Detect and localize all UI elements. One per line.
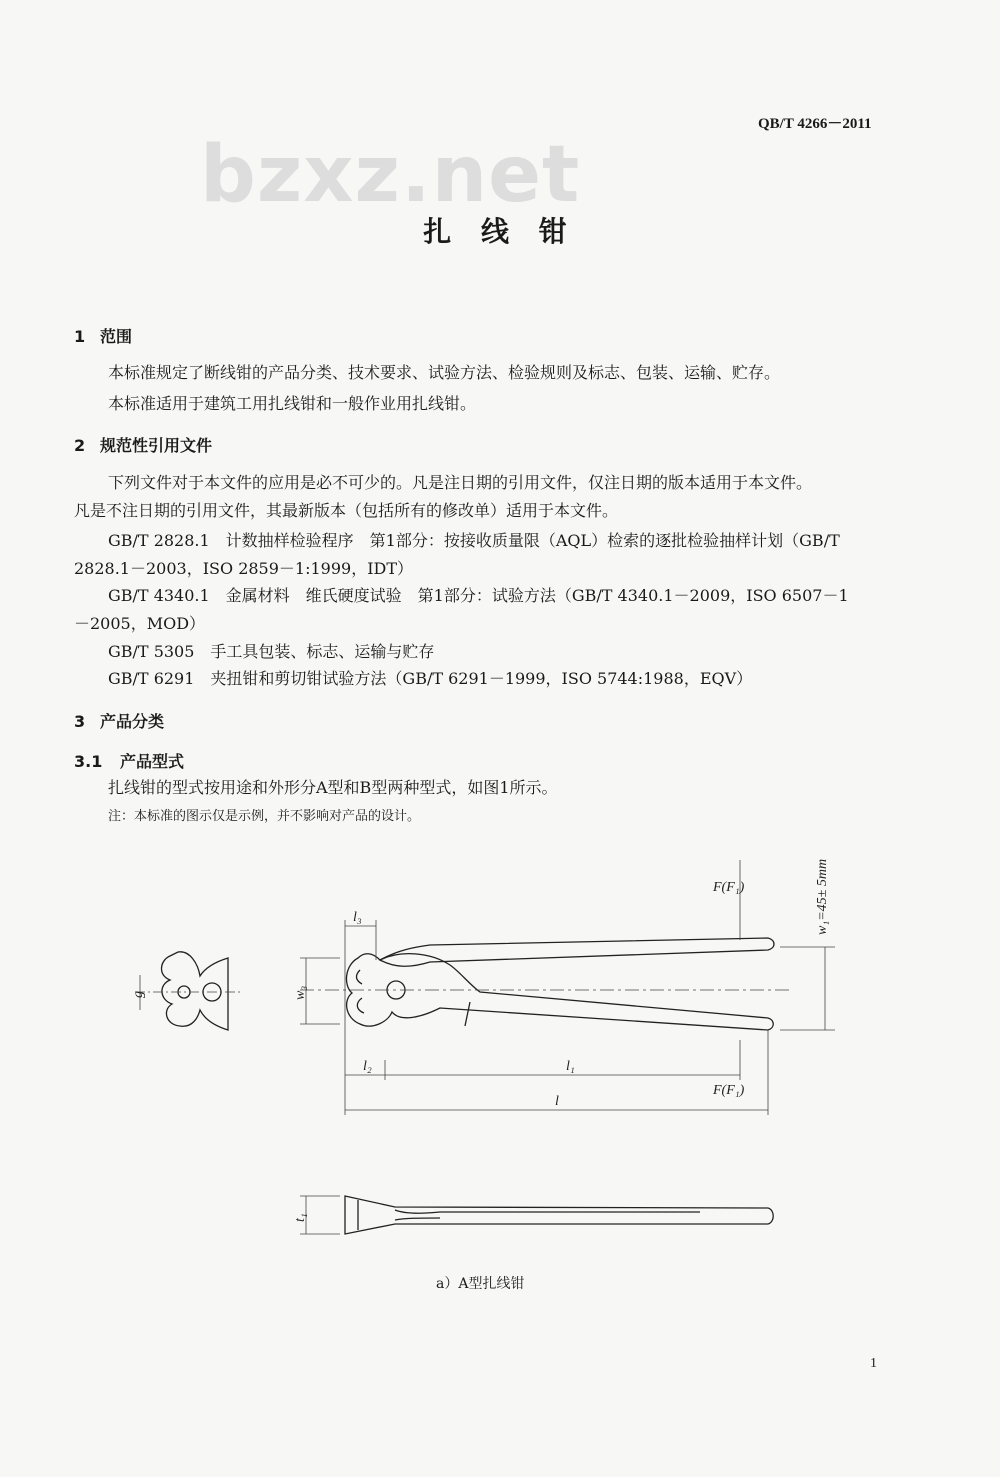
- pliers-thickness-view: [345, 1196, 773, 1234]
- section-1-title: 范围: [100, 327, 133, 346]
- section-1-para-1: 本标准规定了断线钳的产品分类、技术要求、试验方法、检验规则及标志、包装、运输、贮存。: [108, 363, 781, 382]
- standard-code: QB/T 4266－2011: [758, 116, 872, 132]
- force-label-bottom: F(F₁): [713, 1083, 745, 1098]
- force-label-top: F(F₁): [713, 880, 745, 895]
- reference-gbt5305: GB/T 5305 手工具包装、标志、运输与贮存: [108, 642, 435, 661]
- page-number: 1: [870, 1356, 877, 1371]
- l3-dimension-label: l₃: [353, 910, 362, 925]
- jaw-side-view: [162, 952, 229, 1030]
- pliers-body: [346, 938, 774, 1030]
- design-note: 注：本标准的图示仅是示例，并不影响对产品的设计。: [108, 809, 421, 824]
- figure-caption: a）A型扎线钳: [436, 1276, 525, 1292]
- section-2-number: 2: [74, 436, 86, 455]
- subsection-3-1-text: 扎线钳的型式按用途和外形分A型和B型两种型式，如图1所示。: [108, 778, 558, 797]
- section-3-number: 3: [74, 712, 86, 731]
- page-title: 扎 线 钳: [423, 215, 577, 248]
- w1-dimension-label: w₁=45± 5mm: [815, 858, 830, 935]
- reference-gbt2828-line-1: GB/T 2828.1 计数抽样检验程序 第1部分：按接收质量限（AQL）检索的逐批检验抽样计划（GB/T: [108, 531, 840, 550]
- section-2-intro-line-1: 下列文件对于本文件的应用是必不可少的。凡是注日期的引用文件，仅注日期的版本适用于本文件。: [108, 473, 813, 492]
- reference-gbt6291: GB/T 6291 夹扭钳和剪切钳试验方法（GB/T 6291－1999，ISO 5744:1988，EQV）: [108, 669, 753, 688]
- section-3-title: 产品分类: [100, 712, 165, 731]
- section-2-intro-line-2: 凡是不注日期的引用文件，其最新版本（包括所有的修改单）适用于本文件。: [74, 501, 619, 520]
- reference-gbt4340-line-2: －2005，MOD）: [74, 614, 206, 633]
- section-1-number: 1: [74, 327, 86, 346]
- l-dimension-label: l: [555, 1094, 559, 1109]
- watermark: bzxz.net: [200, 130, 581, 220]
- subsection-3-1-heading: [74, 749, 184, 772]
- w3-dimension-label: w₃: [293, 985, 308, 1000]
- pliers-technical-drawing: [0, 830, 1000, 1270]
- section-1-heading: [74, 324, 132, 347]
- reference-gbt2828-line-2: 2828.1－2003，ISO 2859－1:1999，IDT）: [74, 559, 414, 578]
- section-1-para-2: 本标准适用于建筑工用扎线钳和一般作业用扎线钳。: [108, 394, 477, 413]
- l2-dimension-label: l₂: [363, 1059, 372, 1074]
- t1-dimension-label: t₁: [293, 1213, 308, 1222]
- section-2-title: 规范性引用文件: [100, 436, 213, 455]
- reference-gbt4340-line-1: GB/T 4340.1 金属材料 维氏硬度试验 第1部分：试验方法（GB/T 4340.1－2009，ISO 6507－1: [108, 586, 849, 605]
- g-dimension-label: g: [131, 991, 146, 998]
- section-2-heading: [74, 433, 212, 456]
- section-3-heading: [74, 709, 164, 732]
- l1-dimension-label: l₁: [566, 1059, 575, 1074]
- subsection-3-1-number: 3.1: [74, 752, 103, 771]
- subsection-3-1-title: 产品型式: [120, 752, 185, 771]
